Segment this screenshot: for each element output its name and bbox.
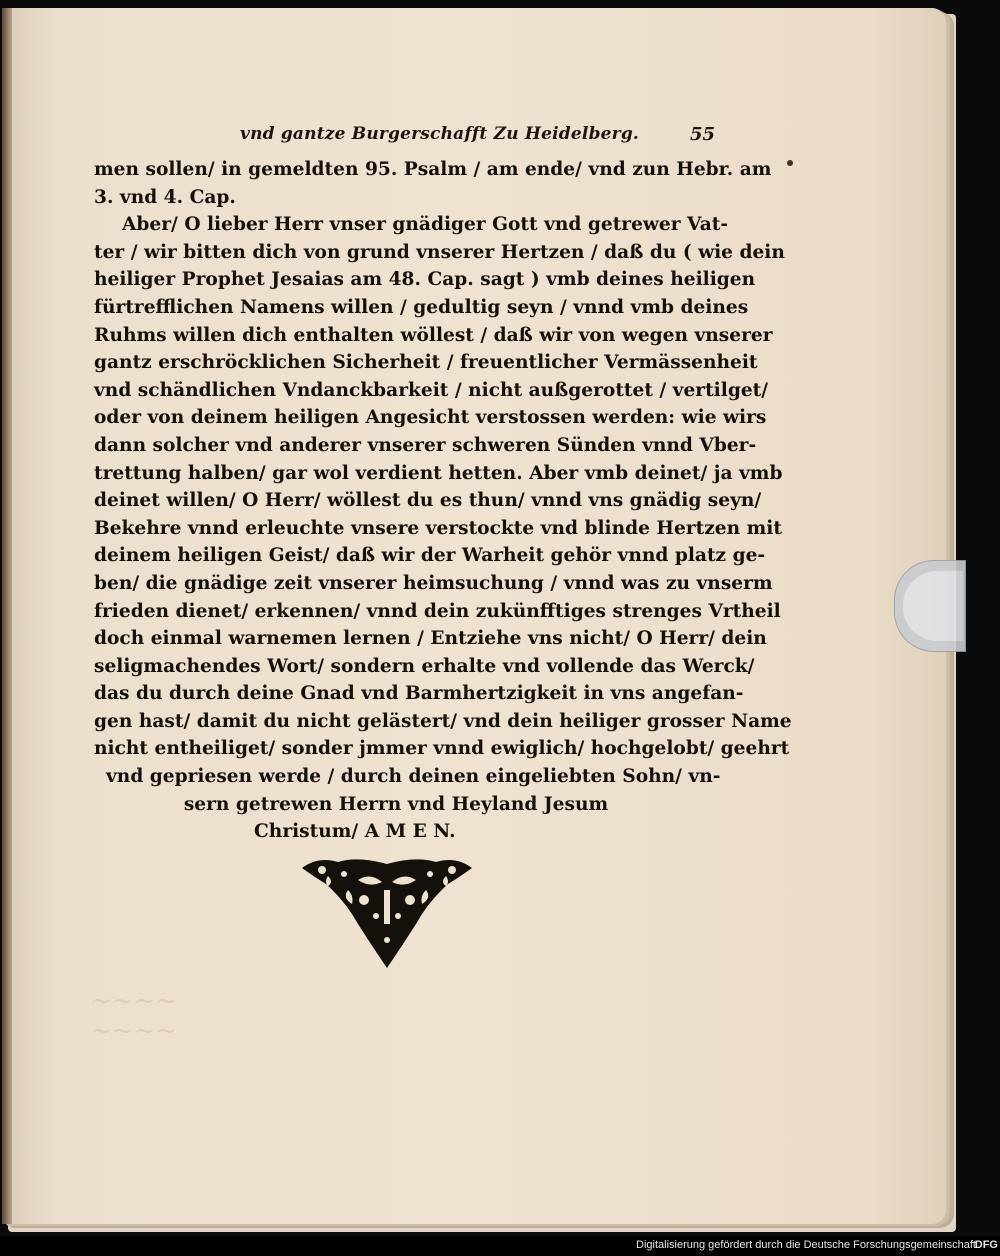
text-line: fürtrefflichen Namens willen / gedultig seyn / vnnd vmb deines [94, 296, 749, 318]
floral-tailpiece-icon [298, 854, 476, 970]
text-line: gantz erschröcklichen Sicherheit / freuentlicher Vermässenheit [94, 352, 758, 374]
text-line: ter / wir bitten dich von grund vnserer Hertzen / daß du ( wie dein [94, 241, 785, 263]
text-line: vnd schändlichen Vndanckbarkeit / nicht außgerottet / vertilget/ [94, 379, 769, 401]
book-page [2, 8, 946, 1224]
text-line: 3. vnd 4. Cap. [94, 186, 236, 208]
viewer-tab-handle[interactable] [894, 560, 966, 652]
text-line: Aber/ O lieber Herr vnser gnädiger Gott vnd getrewer Vat- [122, 214, 729, 236]
text-line: trettung halben/ gar wol verdient hetten. Aber vmb deinet/ ja vmb [94, 462, 783, 484]
text-line: seligmachendes Wort/ sondern erhalte vnd vollende das Werck/ [94, 655, 755, 677]
ghost-mark: ~~~~ [90, 1016, 178, 1046]
text-line: deinet willen/ O Herr/ wöllest du es thun/ vnnd vns gnädig seyn/ [94, 490, 762, 512]
text-line: deinem heiligen Geist/ daß wir der Warheit gehör vnnd platz ge- [94, 545, 766, 567]
page-number: 55 [690, 124, 716, 145]
page-header [2, 124, 946, 154]
text-line: sern getrewen Herrn vnd Heyland Jesum [183, 793, 609, 815]
text-line: dann solcher vnd anderer vnserer schweren Sünden vnnd Vber- [94, 434, 757, 456]
text-line: oder von deinem heiligen Angesicht verstossen werden: wie wirs [94, 407, 767, 429]
tab-handle-inner [903, 571, 963, 641]
text-line: gen hast/ damit du nicht gelästert/ vnd dein heiliger grosser Name [94, 710, 792, 732]
text-line: das du durch deine Gnad vnd Barmhertzigkeit in vns angefan- [94, 683, 744, 705]
text-line: Ruhms willen dich enthalten wöllest / daß wir von wegen vnserer [94, 324, 773, 346]
text-line: doch einmal warnemen lernen / Entziehe vns nicht/ O Herr/ dein [94, 628, 767, 650]
running-head: vnd gantze Burgerschafft Zu Heidelberg. [240, 124, 640, 144]
text-line: vnd gepriesen werde / durch deinen eingeliebten Sohn/ vn- [106, 766, 721, 788]
text-line: frieden dienet/ erkennen/ vnnd dein zukünfftiges strenges Vrtheil [94, 600, 781, 622]
show-through-text [90, 986, 310, 1046]
footer-bar [0, 1236, 1000, 1256]
text-line: ben/ die gnädige zeit vnserer heimsuchung / vnnd was zu vnserm [94, 572, 773, 594]
dfg-logo: DFG [974, 1239, 998, 1251]
ink-dot [787, 160, 793, 166]
text-line: Christum/ A M E N. [254, 821, 456, 843]
text-line: Bekehre vnnd erleuchte vnsere verstockte vnd blinde Hertzen mit [94, 517, 782, 539]
page-gutter [2, 8, 12, 1224]
ghost-mark: ~~~~ [90, 986, 178, 1016]
text-line: nicht entheiliget/ sonder jmmer vnnd ewiglich/ hochgelobt/ geehrt [94, 738, 790, 760]
text-line: men sollen/ in gemeldten 95. Psalm / am ende/ vnd zun Hebr. am [94, 159, 772, 180]
text-line: heiliger Prophet Jesaias am 48. Cap. sagt ) vmb deines heiligen [94, 269, 756, 291]
body-text [94, 156, 792, 846]
footer-credit: Digitalisierung gefördert durch die Deutsche Forschungsgemeinschaft [636, 1239, 976, 1251]
